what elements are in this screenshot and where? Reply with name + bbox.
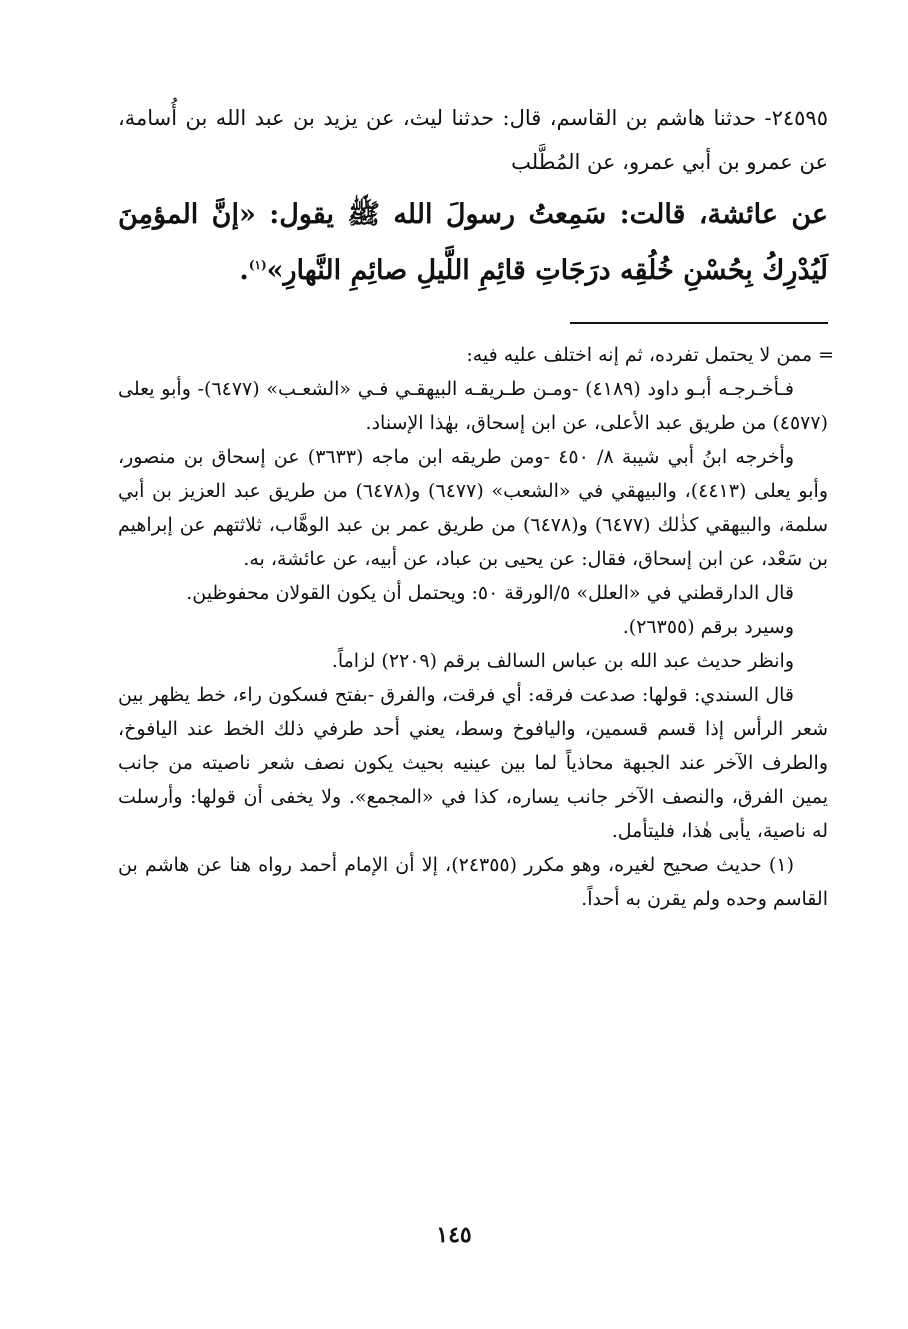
hadith-isnad: ٢٤٥٩٥- حدثنا هاشم بن القاسم، قال: حدثنا ليث، عن يزيد بن عبد الله بن أُسامة، عن عمرو بن أبي عمرو، عن المُطَّلب	[118, 106, 828, 174]
footnote-paragraph: فـأخـرجـه أبـو داود (٤١٨٩) -ومـن طـريقـه البيهقـي فـي «الشعـب» (٦٤٧٧)- وأبو يعلى (٤٥٧٧) من طريق عبد الأعلى، عن ابن إسحاق، بهٰذا الإسناد.	[118, 378, 828, 434]
footnotes	[118, 338, 834, 916]
hadith-text: عن عائشة، قالت: سَمِعتُ رسولَ الله ﷺ يقول: «إنَّ المؤمِنَ لَيُدْرِكُ بِحُسْنِ خُلُقِه درَجَاتِ قائِمِ اللَّيلِ صائِمِ النَّهارِ»	[118, 199, 828, 286]
footnote-paragraph: قال السندي: قولها: صدعت فرقه: أي فرقت، والفرق -بفتح فسكون راء، خط يظهر بين شعر الرأس إذا قسم قسمين، واليافوخ وسط، يعني أحد طرفي ذلك الخط عند اليافوخ، والطرف الآخر عند الجبهة محاذياً لما بين عينيه بحيث يكون نصف شعر ناصيته من جانب يمين الفرق، والنصف الآخر جانب يساره، كذا في «المجمع». ولا يخفى أن قولها: وأرسلت له ناصية، يأبى هٰذا، فليتأمل.	[118, 684, 828, 842]
footnote-1: (١) حديث صحيح لغيره، وهو مكرر (٢٤٣٥٥)، إلا أن الإمام أحمد رواه هنا عن هاشم بن القاسم وحده ولم يقرن به أحداً.	[118, 854, 828, 910]
hadith-end-punct: .	[239, 255, 249, 286]
page-body	[118, 96, 834, 916]
footnote-paragraph: وسيرد برقم (٢٦٣٥٥).	[622, 616, 794, 638]
footnote-separator	[570, 322, 828, 324]
hadith-matn	[118, 190, 828, 296]
footnote-paragraph: قال الدارقطني في «العلل» ٥/الورقة ٥٠: ويحتمل أن يكون القولان محفوظين.	[186, 582, 794, 604]
footnote-continuation: = ممن لا يحتمل تفرده، ثم إنه اختلف عليه فيه:	[466, 344, 834, 366]
footnote-paragraph: وانظر حديث عبد الله بن عباس السالف برقم (٢٢٠٩) لزاماً.	[331, 650, 794, 672]
footnote-marker: (١)	[248, 258, 267, 272]
page-number: ١٤٥	[436, 1222, 472, 1248]
footnote-paragraph: وأخرجه ابنُ أبي شيبة ٨/ ٤٥٠ -ومن طريقه ابن ماجه (٣٦٣٣) عن إسحاق بن منصور، وأبو يعلى (٤٤١٣)، والبيهقي في «الشعب» (٦٤٧٧) و(٦٤٧٨) من طريق عبد العزيز بن أبي سلمة، والبيهقي كذٰلك (٦٤٧٧) و(٦٤٧٨) من طريق عمر بن عبد الوهَّاب، ثلاثتهم عن إبراهيم بن سَعْد، عن ابن إسحاق، فقال: عن يحيى بن عباد، عن أبيه، عن عائشة، به.	[118, 446, 828, 570]
